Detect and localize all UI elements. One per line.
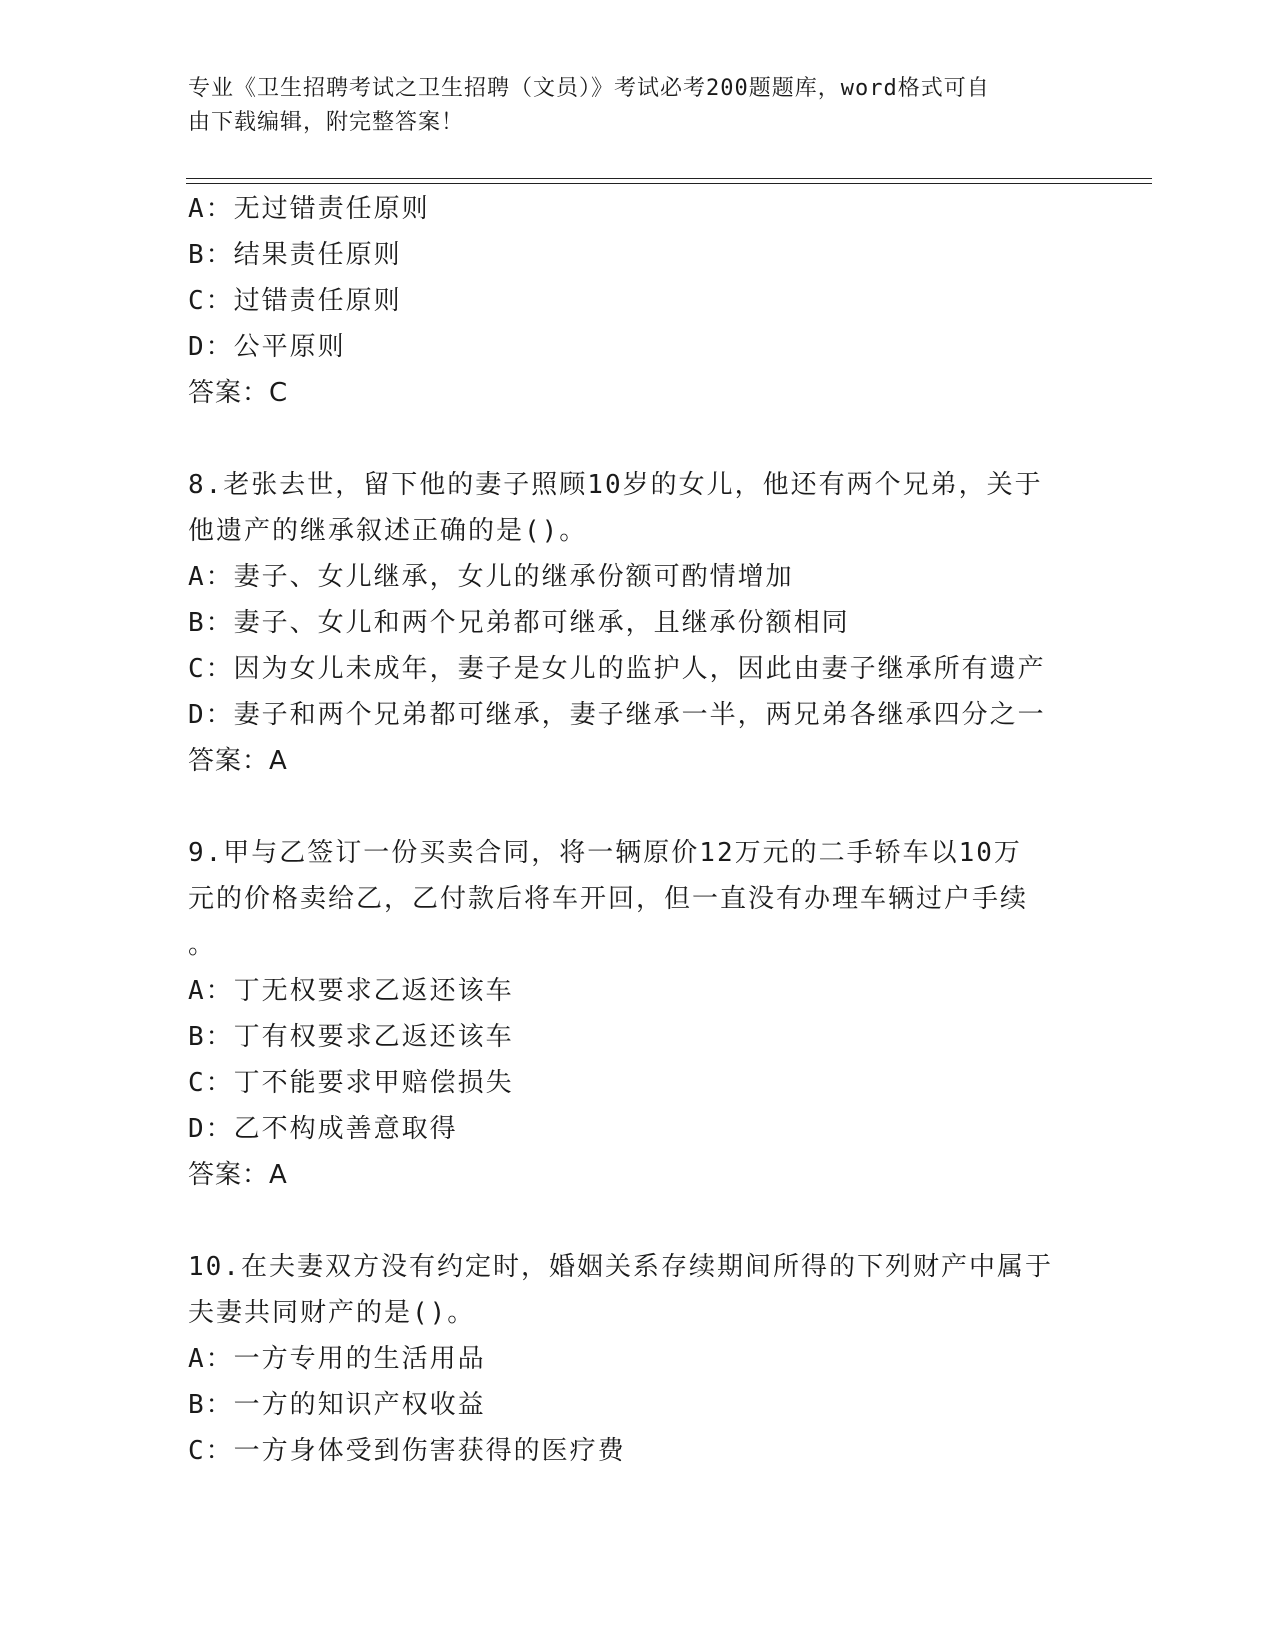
question-text-line: 8.老张去世，留下他的妻子照顾10岁的女儿，他还有两个兄弟，关于 [188, 470, 1043, 500]
document-header [188, 72, 1068, 140]
option-d: D：公平原则 [188, 332, 346, 362]
spacer [188, 784, 1088, 830]
question-list [188, 186, 1088, 1474]
header-line-2: 由下载编辑，附完整答案！ [188, 110, 465, 135]
header-line-1: 专业《卫生招聘考试之卫生招聘（文员）》考试必考200题题库，word格式可自 [188, 76, 990, 101]
question-block-7 [188, 186, 1088, 416]
option-b: B：妻子、女儿和两个兄弟都可继承，且继承份额相同 [188, 608, 850, 638]
option-b: B：丁有权要求乙返还该车 [188, 1022, 514, 1052]
option-c: C：因为女儿未成年，妻子是女儿的监护人，因此由妻子继承所有遗产 [188, 654, 1046, 684]
option-a: A：一方专用的生活用品 [188, 1344, 486, 1374]
answer-line: 答案：A [188, 746, 288, 776]
question-block-8 [188, 462, 1088, 784]
answer-line: 答案：C [188, 378, 289, 408]
option-a: A：无过错责任原则 [188, 194, 430, 224]
header-divider-bottom [186, 183, 1152, 184]
question-text-line: 元的价格卖给乙，乙付款后将车开回，但一直没有办理车辆过户手续 [188, 884, 1029, 914]
option-b: B：结果责任原则 [188, 240, 402, 270]
option-c: C：过错责任原则 [188, 286, 402, 316]
question-block-10 [188, 1244, 1088, 1474]
question-text-line: 他遗产的继承叙述正确的是()。 [188, 516, 588, 546]
option-c: C：一方身体受到伤害获得的医疗费 [188, 1436, 626, 1466]
option-d: D：妻子和两个兄弟都可继承，妻子继承一半，两兄弟各继承四分之一 [188, 700, 1046, 730]
header-divider-top [186, 178, 1152, 179]
option-b: B：一方的知识产权收益 [188, 1390, 486, 1420]
question-text-line: 。 [188, 930, 217, 960]
option-a: A：丁无权要求乙返还该车 [188, 976, 514, 1006]
option-d: D：乙不构成善意取得 [188, 1114, 458, 1144]
question-text-line: 10.在夫妻双方没有约定时，婚姻关系存续期间所得的下列财产中属于 [188, 1252, 1053, 1282]
question-text-line: 9.甲与乙签订一份买卖合同，将一辆原价12万元的二手轿车以10万 [188, 838, 1022, 868]
answer-line: 答案：A [188, 1160, 288, 1190]
question-text-line: 夫妻共同财产的是()。 [188, 1298, 476, 1328]
spacer [188, 416, 1088, 462]
spacer [188, 1198, 1088, 1244]
question-block-9 [188, 830, 1088, 1198]
option-a: A：妻子、女儿继承，女儿的继承份额可酌情增加 [188, 562, 794, 592]
option-c: C：丁不能要求甲赔偿损失 [188, 1068, 514, 1098]
